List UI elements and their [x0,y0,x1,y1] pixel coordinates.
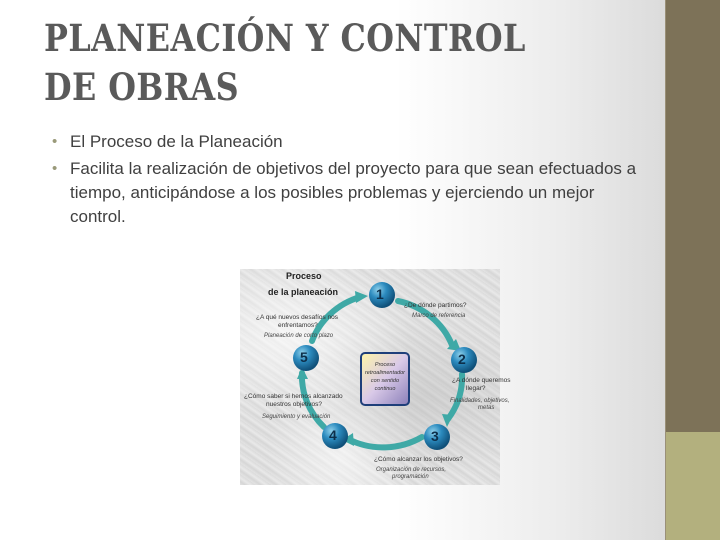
step-2-answer-line2: metas [478,405,495,411]
step-3-answer-line2: programación [392,474,429,480]
step-5-question-line1: ¿A qué nuevos desafíos nos [256,314,339,321]
step-1-answer: Marco de referencia [412,313,466,319]
step-4-number: 4 [329,427,337,443]
step-1-number: 1 [376,286,384,302]
step-4-question-line1: ¿Cómo saber si hemos alcanzado [244,393,343,400]
step-4-answer: Seguimiento y evaluación [262,414,331,420]
slide-title: PLANEACIÓN Y CONTROL DE OBRAS [44,16,526,109]
step-5-number: 5 [300,349,308,365]
arrow-3-to-4 [348,437,422,447]
step-3-number: 3 [431,428,439,444]
decorative-sidebar-accent [666,432,720,540]
bullet-list [50,130,650,232]
bullet-text: Facilita la realización de objetivos del proyecto para que sean efectuados a tiempo, anticipándose a los posibles problemas y ejerciendo un mejor control. [70,159,637,226]
step-4-question-line2: nuestros objetivos? [266,401,323,408]
diagram-title-line1: Proceso [286,271,322,281]
bullet-item [50,130,650,154]
diagram-title-line2: de la planeación [268,287,339,297]
step-2-number: 2 [458,351,466,367]
bullet-text: El Proceso de la Planeación [70,132,283,151]
step-3-question: ¿Cómo alcanzar los objetivos? [374,456,463,463]
bullet-dot-icon: • [52,133,58,150]
bullet-dot-icon: • [52,160,58,177]
step-1-question: ¿De dónde partimos? [404,302,467,309]
step-2-answer-line1: Finalidades, objetivos, [450,398,510,404]
planning-process-diagram [240,269,511,485]
step-3-answer-line1: Organización de recursos, [376,467,447,473]
step-2-question-line1: ¿A dónde queremos [452,377,511,384]
bullet-item [50,157,650,229]
step-5-question-line2: enfrentamos? [278,322,318,329]
center-text: Proceso retroalimentador con sentido continuo [364,362,406,392]
step-2-question-line2: llegar? [466,385,486,392]
step-5-answer: Planeación de corto plazo [264,333,334,339]
